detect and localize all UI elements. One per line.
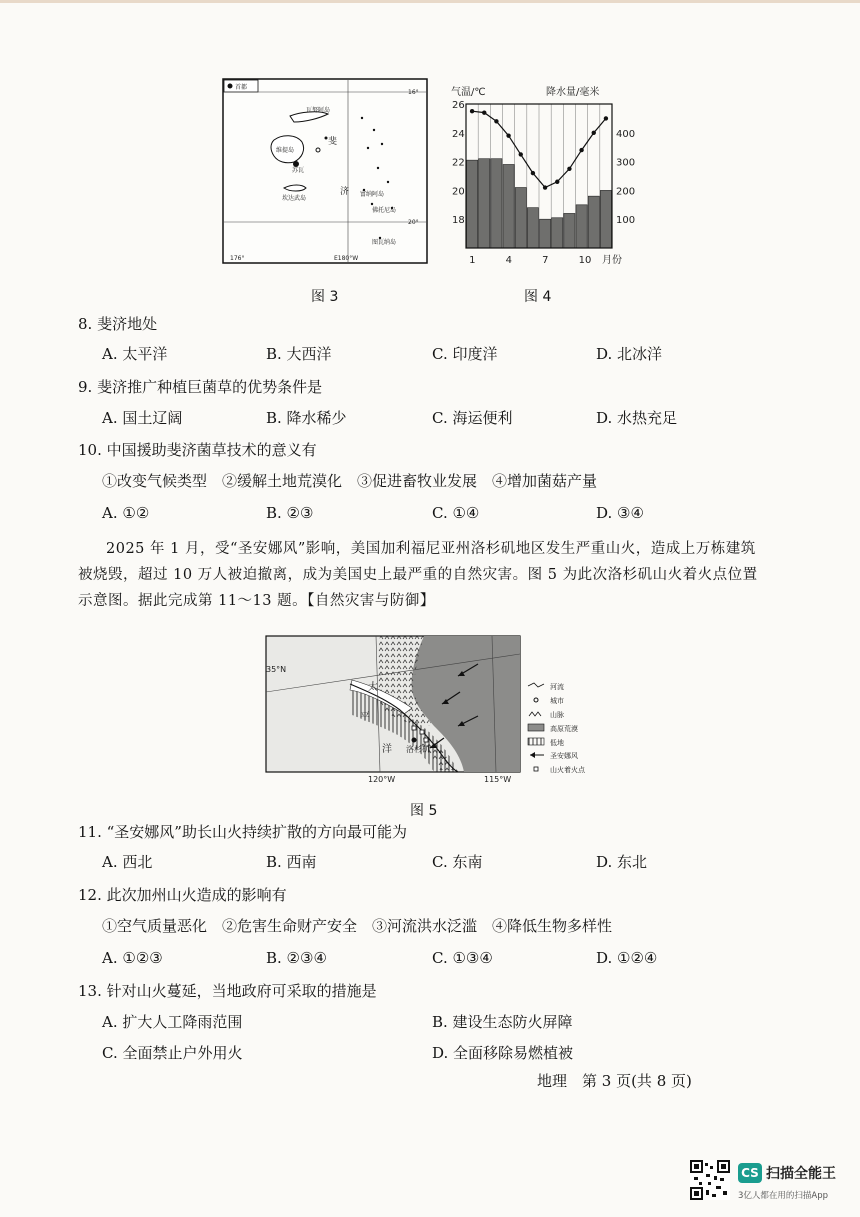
temp-point-7 [543, 185, 547, 189]
q10-option-b[interactable]: B. ②③ [266, 504, 314, 522]
fig3-fiji-map [222, 78, 428, 264]
fig4-caption: 图 4 [524, 289, 552, 305]
x-tick: 10 [578, 255, 592, 266]
q8-option-a[interactable]: A. 太平洋 [102, 345, 168, 363]
precip-bar-5 [515, 188, 526, 248]
precip-bar-4 [503, 164, 514, 248]
precip-bar-10 [576, 205, 587, 248]
fig4-y-right-label: 降水量/毫米 [546, 87, 600, 98]
svg-text:115°W: 115°W [484, 775, 512, 784]
fig5-la-fire-map [264, 634, 614, 784]
y-right-tick: 400 [616, 128, 636, 140]
q8-option-c[interactable]: C. 印度洋 [432, 345, 498, 363]
svg-text:E180°W: E180°W [334, 255, 359, 262]
q9-stem: 9. 斐济推广种植巨菌草的优势条件是 [78, 378, 323, 396]
q10-stem: 10. 中国援助斐济菌草技术的意义有 [78, 441, 317, 459]
svg-text:洛杉矶: 洛杉矶 [406, 745, 430, 754]
q12-option-b[interactable]: B. ②③④ [266, 949, 327, 967]
svg-text:山脉: 山脉 [550, 711, 564, 719]
q11-option-a[interactable]: A. 西北 [102, 853, 153, 871]
q12-items: ①空气质量恶化 ②危害生命财产安全 ③河流洪水泛滥 ④降低生物多样性 [102, 917, 613, 935]
svg-text:佛托尼岛: 佛托尼岛 [372, 207, 397, 214]
q13-stem: 13. 针对山火蔓延，当地政府可采取的措施是 [78, 982, 377, 1000]
svg-text:平: 平 [360, 712, 370, 723]
q12-stem: 12. 此次加州山火造成的影响有 [78, 886, 287, 904]
precip-bar-12 [600, 190, 611, 248]
temp-point-6 [531, 171, 535, 175]
top-edge-line [0, 0, 860, 3]
x-tick: 4 [505, 255, 512, 266]
q11-option-c[interactable]: C. 东南 [432, 853, 483, 871]
y-left-tick: 18 [452, 215, 465, 227]
q11-option-d[interactable]: D. 东北 [596, 853, 648, 871]
q10-items: ①改变气候类型 ②缓解土地荒漠化 ③促进畜牧业发展 ④增加菌菇产量 [102, 472, 598, 490]
svg-text:斐: 斐 [328, 137, 338, 147]
temp-point-12 [604, 116, 608, 120]
svg-text:富纳阿岛: 富纳阿岛 [360, 191, 385, 198]
svg-text:16°: 16° [408, 89, 419, 96]
precip-bar-6 [527, 208, 538, 248]
temp-point-1 [470, 109, 474, 113]
svg-text:坎达武岛: 坎达武岛 [282, 195, 307, 202]
q13-option-c[interactable]: C. 全面禁止户外用火 [102, 1044, 243, 1062]
camscanner-tagline: 3亿人都在用的扫描App [738, 1191, 829, 1201]
precip-bar-11 [588, 196, 599, 248]
q13-option-a[interactable]: A. 扩大人工降雨范围 [102, 1013, 243, 1031]
q11-option-b[interactable]: B. 西南 [266, 853, 317, 871]
q10-option-a[interactable]: A. ①② [102, 504, 150, 522]
q10-option-d[interactable]: D. ③④ [596, 504, 644, 522]
q9-option-c[interactable]: C. 海运便利 [432, 409, 513, 427]
svg-text:图瓦纳岛: 图瓦纳岛 [372, 239, 397, 246]
precip-bar-9 [564, 213, 575, 248]
q12-option-a[interactable]: A. ①②③ [102, 949, 163, 967]
svg-text:瓦努阿岛: 瓦努阿岛 [306, 107, 331, 114]
temp-point-10 [579, 148, 583, 152]
passage-text: 2025 年 1 月，受“圣安娜风”影响，美国加利福尼亚州洛杉矶地区发生严重山火，造成上万栋建筑被烧毁，超过 10 万人被迫撤离，成为美国史上最严重的自然灾害。图 5 为此次洛杉矶山火着火点位置示意图。据此完成第 11～13 题。【自然灾害与防御】 [78, 541, 758, 609]
svg-text:城市: 城市 [550, 697, 564, 705]
fig4-x-label: 月份 [602, 255, 622, 266]
q13-option-b[interactable]: B. 建设生态防火屏障 [432, 1013, 573, 1031]
q9-option-a[interactable]: A. 国土辽阔 [102, 409, 183, 427]
svg-text:176°: 176° [230, 255, 245, 262]
precip-bar-3 [491, 159, 502, 248]
fig4-y-left-label: 气温/℃ [451, 87, 486, 98]
q9-option-b[interactable]: B. 降水稀少 [266, 409, 347, 427]
precip-bar-1 [467, 160, 478, 248]
temp-point-3 [494, 119, 498, 123]
q12-option-d[interactable]: D. ①②④ [596, 949, 658, 967]
q8-option-d[interactable]: D. 北冰洋 [596, 345, 663, 363]
camscanner-name: 扫描全能王 [766, 1166, 836, 1182]
x-tick: 7 [542, 255, 549, 266]
svg-text:高原荒漠: 高原荒漠 [550, 725, 578, 733]
svg-text:洋: 洋 [382, 744, 392, 755]
fig4-climate-chart [448, 82, 648, 268]
svg-text:济: 济 [340, 187, 350, 197]
y-left-tick: 26 [452, 100, 465, 111]
svg-text:首都: 首都 [235, 84, 248, 91]
temp-point-2 [482, 110, 486, 114]
temp-point-11 [592, 131, 596, 135]
svg-text:苏瓦: 苏瓦 [292, 167, 305, 174]
camscanner-logo-icon: CS [738, 1163, 762, 1183]
svg-text:低地: 低地 [550, 739, 564, 747]
svg-text:35°N: 35°N [266, 665, 287, 674]
y-right-tick: 200 [616, 186, 636, 198]
page-footer: 地理 第 3 页(共 8 页) [537, 1072, 692, 1090]
y-right-tick: 100 [616, 215, 636, 227]
q12-option-c[interactable]: C. ①③④ [432, 949, 493, 967]
y-left-tick: 20 [452, 186, 465, 198]
svg-text:维提岛: 维提岛 [276, 147, 295, 154]
svg-text:20°: 20° [408, 219, 419, 226]
q8-option-b[interactable]: B. 大西洋 [266, 345, 332, 363]
qr-code-icon [690, 1160, 730, 1200]
temp-point-5 [519, 152, 523, 156]
x-tick: 1 [469, 255, 476, 266]
q8-stem: 8. 斐济地处 [78, 315, 158, 333]
svg-text:太: 太 [368, 682, 378, 693]
q13-option-d[interactable]: D. 全面移除易燃植被 [432, 1044, 574, 1062]
svg-text:120°W: 120°W [368, 775, 396, 784]
temp-point-8 [555, 180, 559, 184]
temp-point-4 [506, 133, 510, 137]
precip-bar-2 [479, 159, 490, 248]
svg-text:河流: 河流 [550, 683, 564, 691]
fig5-caption: 图 5 [410, 803, 438, 819]
svg-text:圣安娜风: 圣安娜风 [550, 752, 578, 760]
y-right-tick: 300 [616, 157, 636, 169]
y-left-tick: 24 [452, 128, 465, 140]
fig3-caption: 图 3 [311, 289, 339, 305]
y-left-tick: 22 [452, 157, 465, 169]
q10-option-c[interactable]: C. ①④ [432, 504, 480, 522]
q9-option-d[interactable]: D. 水热充足 [596, 409, 678, 427]
svg-text:山火着火点: 山火着火点 [550, 766, 585, 774]
q11-stem: 11. “圣安娜风”助长山火持续扩散的方向最可能为 [78, 823, 407, 841]
precip-bar-8 [552, 218, 563, 248]
precip-bar-7 [540, 219, 551, 248]
temp-point-9 [567, 167, 571, 171]
